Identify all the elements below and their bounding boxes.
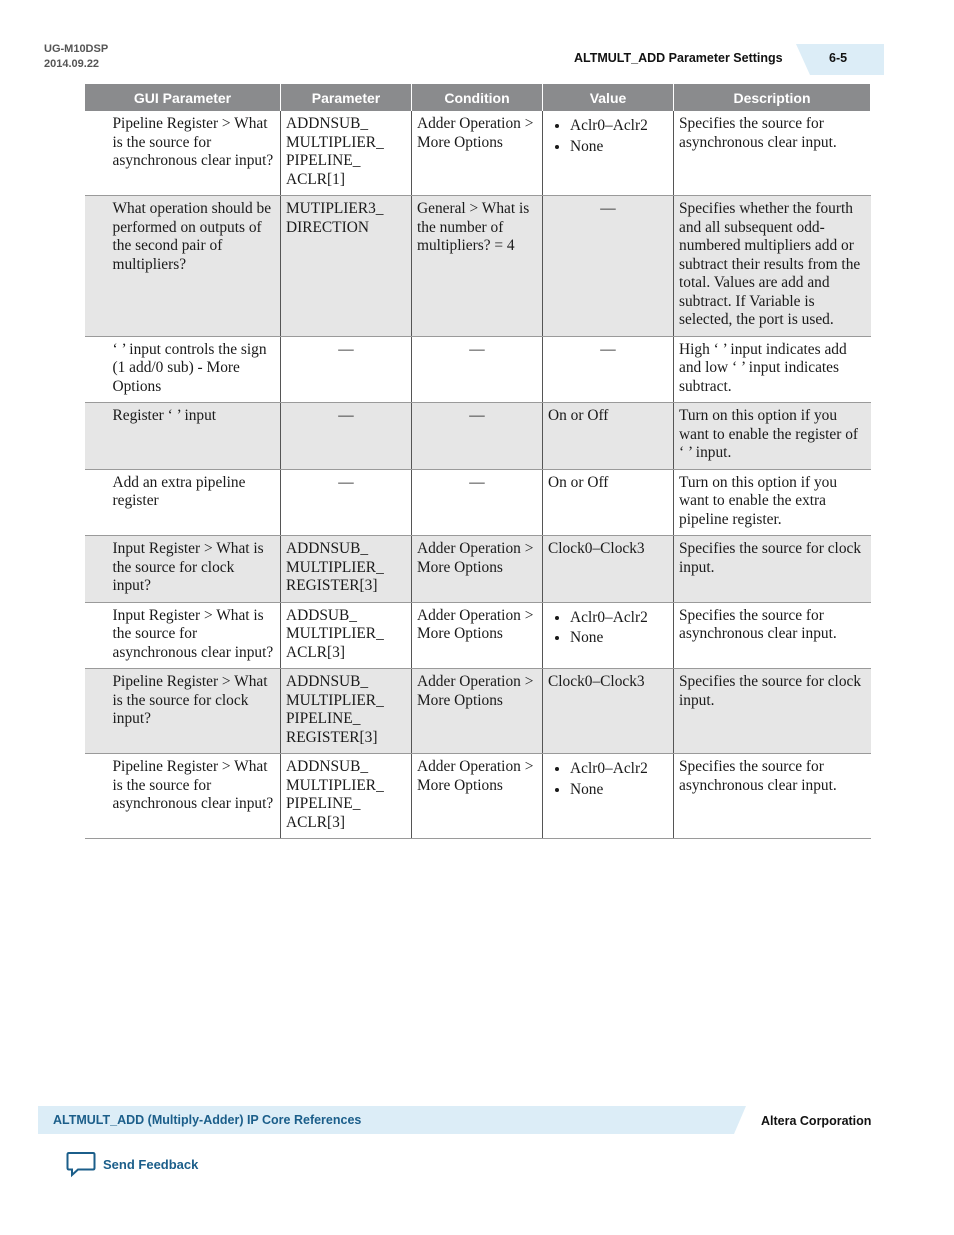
col-header-value: Value [543,84,674,111]
value-cell [543,754,674,839]
condition-cell: Adder Operation > More Options [412,602,543,669]
table-row [85,602,871,669]
parameter-cell: ADDNSUB_ MULTIPLIER_ REGISTER[3] [281,536,412,603]
table-row [85,536,871,603]
description-cell: Turn on this option if you want to enable the register of ‘ ’ input. [674,403,871,470]
condition-cell: — [412,403,543,470]
value-list [548,760,668,799]
description-cell: Specifies the source for asynchronous clear input. [674,602,871,669]
doc-date: 2014.09.22 [44,58,100,70]
company-name: Altera Corporation [761,1114,872,1128]
section-title: ALTMULT_ADD Parameter Settings [574,51,783,65]
condition-cell: Adder Operation > More Options [412,111,543,196]
description-cell: Specifies the source for clock input. [674,669,871,754]
parameter-cell: ADDNSUB_ MULTIPLIER_ PIPELINE_ REGISTER[3] [281,669,412,754]
table-row [85,469,871,536]
table-row [85,669,871,754]
speech-bubble-icon [66,1150,96,1178]
description-cell: Specifies whether the fourth and all subsequent odd-numbered multipliers add or subtract their results from the total. Values are add and subtract. If Variable is selected, the port is used. [674,196,871,337]
value-cell: Clock0–Clock3 [543,669,674,754]
value-cell: — [543,196,674,337]
description-cell: Turn on this option if you want to enable the extra pipeline register. [674,469,871,536]
gui-parameter-cell: Pipeline Register > What is the source for asynchronous clear input? [85,111,281,196]
value-list-item: • None [570,138,668,157]
parameter-table [84,84,871,839]
gui-parameter-cell: Register ‘ ’ input [85,403,281,470]
parameter-cell: — [281,469,412,536]
gui-parameter-cell: Add an extra pipeline register [85,469,281,536]
table-row [85,403,871,470]
condition-cell: Adder Operation > More Options [412,669,543,754]
col-header-parameter: Parameter [281,84,412,111]
value-list-item: • Aclr0–Aclr2 [570,117,668,136]
table-row [85,196,871,337]
table-row [85,336,871,403]
parameter-cell: ADDNSUB_ MULTIPLIER_ PIPELINE_ ACLR[3] [281,754,412,839]
page-number: 6-5 [829,51,848,65]
parameter-cell: — [281,403,412,470]
description-cell: Specifies the source for asynchronous clear input. [674,754,871,839]
col-header-gui-parameter: GUI Parameter [85,84,281,111]
gui-parameter-cell: Pipeline Register > What is the source for clock input? [85,669,281,754]
send-feedback-label: Send Feedback [103,1156,199,1172]
condition-cell: General > What is the number of multipliers? = 4 [412,196,543,337]
parameter-cell: ADDSUB_ MULTIPLIER_ ACLR[3] [281,602,412,669]
parameter-cell: ADDNSUB_ MULTIPLIER_ PIPELINE_ ACLR[1] [281,111,412,196]
value-list-item: • Aclr0–Aclr2 [570,609,668,628]
condition-cell: Adder Operation > More Options [412,536,543,603]
condition-cell: Adder Operation > More Options [412,754,543,839]
value-cell [543,111,674,196]
col-header-condition: Condition [412,84,543,111]
send-feedback-link[interactable] [66,1150,198,1178]
value-cell [543,602,674,669]
table-row [85,111,871,196]
col-header-description: Description [674,84,871,111]
parameter-cell: MUTIPLIER3_ DIRECTION [281,196,412,337]
gui-parameter-cell: Pipeline Register > What is the source for asynchronous clear input? [85,754,281,839]
value-list [548,117,668,156]
doc-id: UG-M10DSP [44,43,109,55]
value-cell: On or Off [543,403,674,470]
gui-parameter-cell: ‘ ’ input controls the sign (1 add/0 sub) - More Options [85,336,281,403]
gui-parameter-cell: What operation should be performed on outputs of the second pair of multipliers? [85,196,281,337]
value-list [548,609,668,648]
doc-id-block [44,42,108,72]
parameter-cell: — [281,336,412,403]
value-cell: Clock0–Clock3 [543,536,674,603]
table-header-row [85,84,871,111]
gui-parameter-cell: Input Register > What is the source for asynchronous clear input? [85,602,281,669]
description-cell: Specifies the source for clock input. [674,536,871,603]
value-list-item: • None [570,629,668,648]
condition-cell: — [412,336,543,403]
condition-cell: — [412,469,543,536]
description-cell: Specifies the source for asynchronous clear input. [674,111,871,196]
value-list-item: • Aclr0–Aclr2 [570,760,668,779]
gui-parameter-cell: Input Register > What is the source for clock input? [85,536,281,603]
value-cell: — [543,336,674,403]
value-cell: On or Off [543,469,674,536]
value-list-item: • None [570,781,668,800]
table-row [85,754,871,839]
description-cell: High ‘ ’ input indicates add and low ‘ ’ input indicates subtract. [674,336,871,403]
chapter-title: ALTMULT_ADD (Multiply-Adder) IP Core References [53,1113,362,1127]
